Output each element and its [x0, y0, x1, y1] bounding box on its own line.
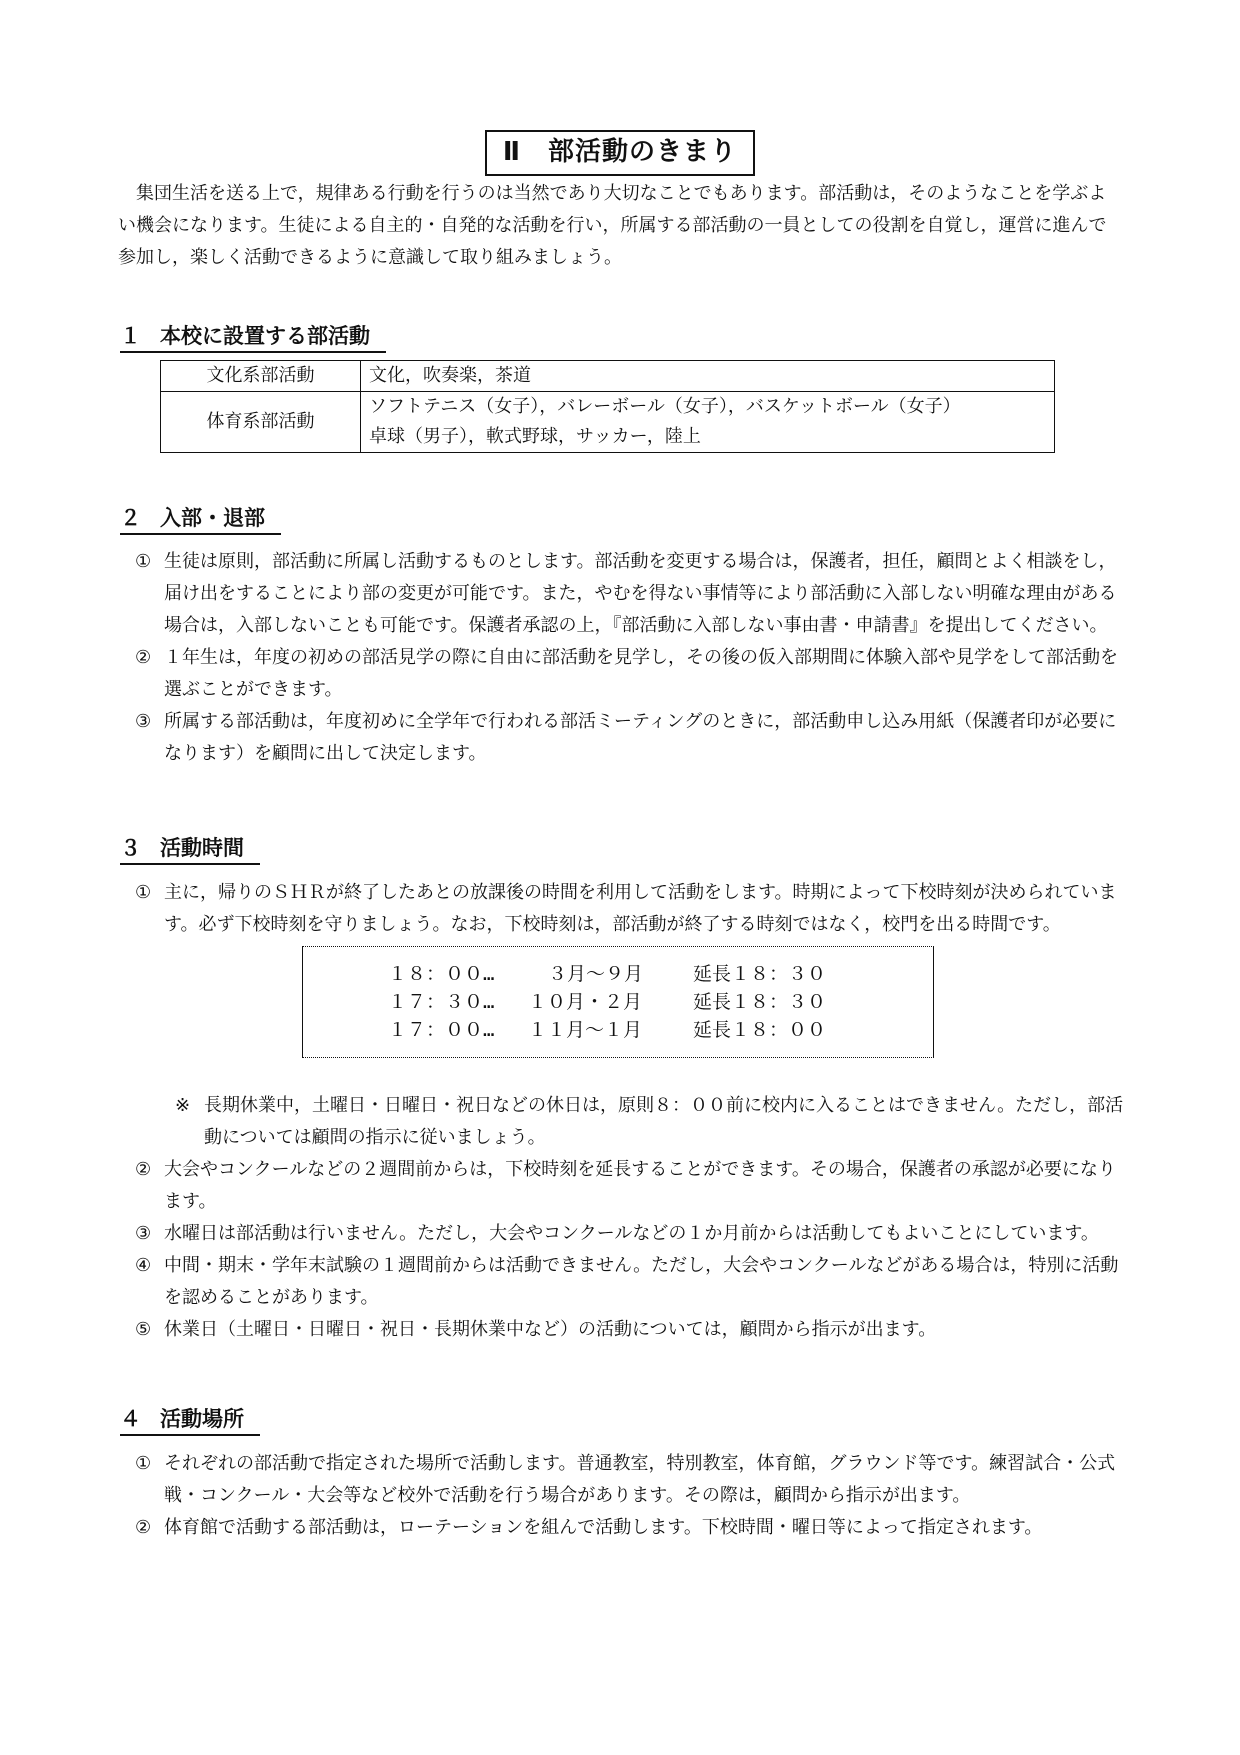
club-category: 体育系部活動 — [161, 392, 361, 453]
list-item — [135, 706, 1125, 770]
item-text: 水曜日は部活動は行いません。ただし，大会やコンクールなどの１か月前からは活動してもよいことにしています。 — [164, 1223, 1099, 1244]
section-number: ３ — [120, 836, 141, 860]
schedule-period: １０月・２月 — [528, 991, 643, 1013]
list-item — [135, 877, 1125, 941]
table-row — [161, 392, 1055, 453]
item-marker: ② — [135, 647, 152, 668]
section-title: 活動時間 — [160, 836, 244, 860]
section-heading-time — [120, 834, 260, 865]
schedule-time: １７：００… — [388, 1019, 495, 1041]
item-marker: ① — [135, 882, 152, 903]
section-heading-clubs — [120, 322, 386, 353]
item-marker: ④ — [135, 1255, 152, 1276]
list-item — [135, 1218, 1125, 1250]
schedule-extension: 延長１８：３０ — [693, 963, 827, 985]
item-text: 大会やコンクールなどの２週間前からは，下校時刻を延長することができます。その場合，保護者の承認が必要になります。 — [164, 1159, 1116, 1212]
item-marker: ③ — [135, 1223, 152, 1244]
schedule-time: １８：００… — [388, 963, 495, 985]
schedule-period: １１月～１月 — [528, 1019, 643, 1041]
item-marker: ② — [135, 1517, 152, 1538]
table-row — [161, 361, 1055, 392]
section-heading-entry — [120, 504, 281, 535]
holiday-note — [175, 1090, 1125, 1154]
item-text: １年生は，年度の初めの部活見学の際に自由に部活動を見学し，その後の仮入部期間に体験入部や見学をして部活動を選ぶことができます。 — [164, 647, 1118, 700]
list-item — [135, 1448, 1125, 1512]
club-list: 文化，吹奏楽，茶道 — [361, 361, 1055, 392]
section-title: 活動場所 — [160, 1407, 244, 1431]
list-item — [135, 1250, 1125, 1314]
item-text: 主に，帰りのＳＨＲが終了したあとの放課後の時間を利用して活動をします。時期によって下校時刻が決められています。必ず下校時刻を守りましょう。なお，下校時刻は，部活動が終了する時刻ではなく，校門を出る時間です。 — [164, 882, 1117, 935]
item-marker: ⑤ — [135, 1319, 152, 1340]
club-list-line: ソフトテニス（女子），バレーボール（女子），バスケットボール（女子） — [369, 396, 961, 417]
item-text: 中間・期末・学年末試験の１週間前からは活動できません。ただし，大会やコンクールなどがある場合は，特別に活動を認めることがあります。 — [164, 1255, 1119, 1308]
clubs-table — [160, 360, 1055, 453]
place-list — [135, 1448, 1125, 1544]
list-item — [135, 1154, 1125, 1218]
schedule-extension: 延長１８：００ — [693, 1019, 827, 1041]
list-item — [135, 546, 1125, 642]
item-text: 休業日（土曜日・日曜日・祝日・長期休業中など）の活動については，顧問から指示が出ます。 — [164, 1319, 937, 1340]
intro-paragraph: 集団生活を送る上で，規律ある行動を行うのは当然であり大切なことでもあります。部活動は，そのようなことを学ぶよい機会になります。生徒による自主的・自発的な活動を行い，所属する部活動の一員としての役割を自覚し，運営に進んで参加し，楽しく活動できるように意識して取り組みましょう。 — [118, 183, 1107, 268]
section-title: 入部・退部 — [160, 506, 265, 530]
entry-list — [135, 546, 1125, 770]
club-list — [361, 392, 1055, 453]
section-number: ２ — [120, 506, 141, 530]
item-text: 生徒は原則，部活動に所属し活動するものとします。部活動を変更する場合は，保護者，担任，顧問とよく相談をし，届け出をすることにより部の変更が可能です。また，やむを得ない事情等により部活動に入部しない明確な理由がある場合は，入部しないことも可能です。保護者承認の上，『部活動に入部しない事由書・申請書』を提出してください。 — [164, 551, 1117, 636]
time-list-first — [135, 877, 1125, 941]
section-heading-place — [120, 1405, 260, 1436]
club-category: 文化系部活動 — [161, 361, 361, 392]
section-title: 本校に設置する部活動 — [160, 324, 370, 348]
item-marker: ① — [135, 1453, 152, 1474]
title-container — [0, 130, 1240, 176]
item-marker: ③ — [135, 711, 152, 732]
list-item — [135, 642, 1125, 706]
schedule-period: ３月～９月 — [548, 963, 644, 985]
time-list-rest — [135, 1154, 1125, 1346]
schedule-box — [302, 946, 934, 1058]
schedule-extension: 延長１８：３０ — [693, 991, 827, 1013]
list-item — [135, 1314, 1125, 1346]
item-text: 所属する部活動は，年度初めに全学年で行われる部活ミーティングのときに，部活動申し込み用紙（保護者印が必要になります）を顧問に出して決定します。 — [164, 711, 1117, 764]
page-title: Ⅱ 部活動のきまり — [485, 130, 755, 176]
schedule-time: １７：３０… — [388, 991, 495, 1013]
note-marker: ※ — [175, 1095, 191, 1116]
section-number: ４ — [120, 1407, 141, 1431]
item-marker: ② — [135, 1159, 152, 1180]
item-marker: ① — [135, 551, 152, 572]
club-list-line: 卓球（男子），軟式野球，サッカー，陸上 — [369, 426, 701, 447]
section-number: １ — [120, 324, 141, 348]
item-text: 体育館で活動する部活動は，ローテーションを組んで活動します。下校時間・曜日等によって指定されます。 — [164, 1517, 1043, 1538]
list-item — [135, 1512, 1125, 1544]
note-text: 長期休業中，土曜日・日曜日・祝日などの休日は，原則８：００前に校内に入ることはできません。ただし，部活動については顧問の指示に従いましょう。 — [204, 1095, 1124, 1148]
item-text: それぞれの部活動で指定された場所で活動します。普通教室，特別教室，体育館，グラウンド等です。練習試合・公式戦・コンクール・大会等など校外で活動を行う場合があります。その際は，顧問から指示が出ます。 — [164, 1453, 1116, 1506]
note-item — [175, 1090, 1125, 1154]
